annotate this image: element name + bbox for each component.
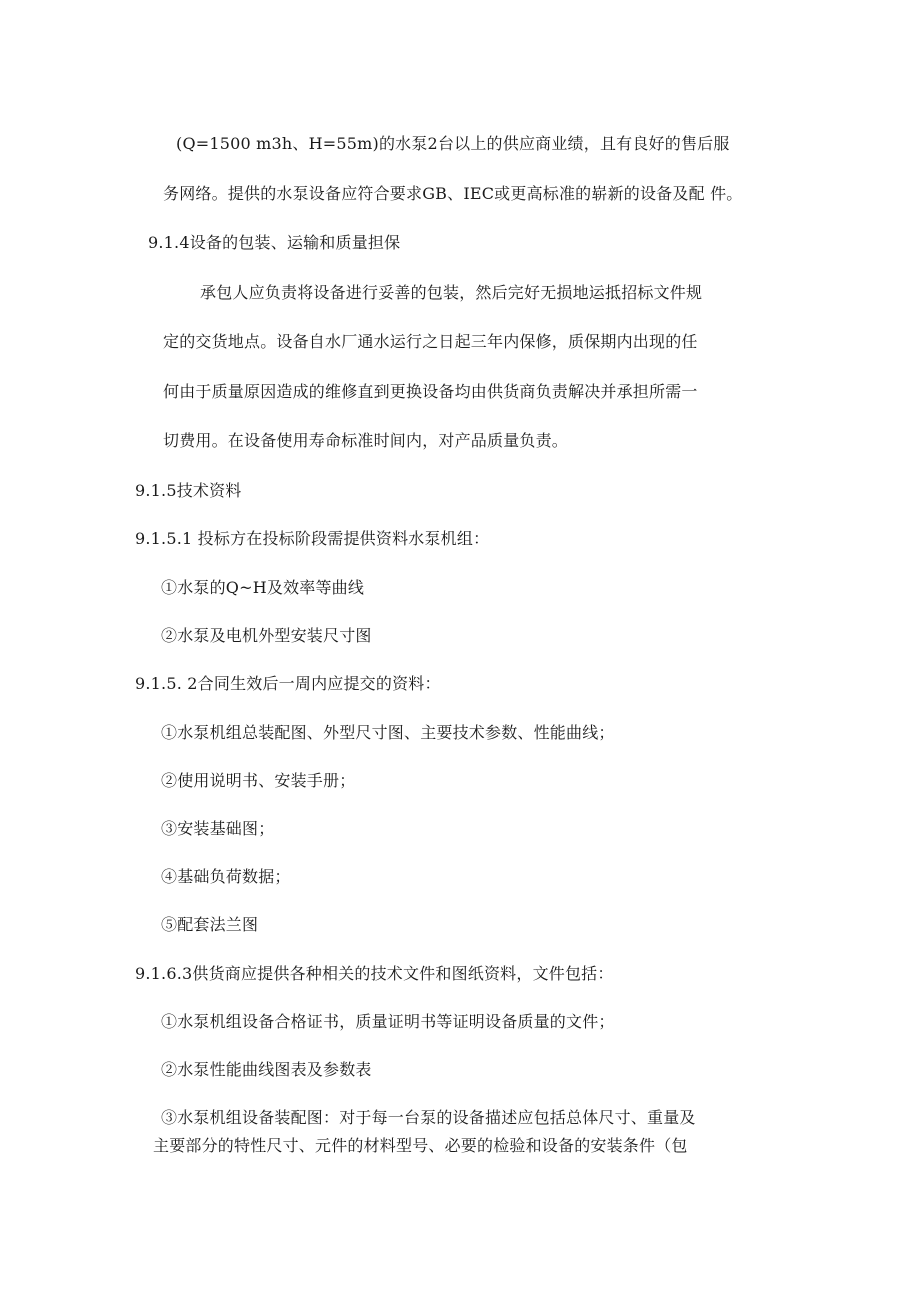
paragraph-line-standards: 务网络。提供的水泵设备应符合要求GB、IEC或更高标准的崭新的设备及配 件。 (163, 184, 743, 203)
list-item-dimension-drawing: ②水泵及电机外型安装尺寸图 (161, 626, 372, 645)
list-item-assembly-drawing: ①水泵机组总装配图、外型尺寸图、主要技术参数、性能曲线； (161, 723, 615, 742)
list-item-performance-chart: ②水泵性能曲线图表及参数表 (161, 1060, 372, 1079)
paragraph-line-qualification: (Q=1500 m3h、H=55m)的水泵2台以上的供应商业绩，且有良好的售后服 (176, 134, 730, 153)
list-item-foundation-drawing: ③安装基础图； (161, 819, 275, 838)
list-item-assembly-description-2: 主要部分的特性尺寸、元件的材料型号、必要的检验和设备的安装条件（包 (153, 1136, 688, 1155)
section-heading-9-1-5: 9.1.5技术资料 (135, 481, 242, 500)
list-item-manual: ②使用说明书、安装手册； (161, 771, 356, 790)
paragraph-line-packaging-1: 承包人应负责将设备进行妥善的包装，然后完好无损地运抵招标文件规 (200, 283, 703, 302)
section-heading-9-1-4: 9.1.4设备的包装、运输和质量担保 (148, 233, 401, 252)
section-heading-9-1-5-2: 9.1.5. 2合同生效后一周内应提交的资料： (135, 674, 441, 693)
list-item-qh-curve: ①水泵的Q~H及效率等曲线 (161, 578, 365, 597)
list-item-foundation-load: ④基础负荷数据； (161, 867, 291, 886)
paragraph-line-packaging-4: 切费用。在设备使用寿命标准时间内，对产品质量负责。 (163, 431, 569, 450)
paragraph-line-packaging-3: 何由于质量原因造成的维修直到更换设备均由供货商负责解决并承担所需一 (163, 382, 698, 401)
list-item-flange-drawing: ⑤配套法兰图 (161, 915, 259, 934)
paragraph-line-packaging-2: 定的交货地点。设备自水厂通水运行之日起三年内保修，质保期内出现的任 (163, 332, 698, 351)
list-item-assembly-description-1: ③水泵机组设备装配图：对于每一台泵的设备描述应包括总体尺寸、重量及 (161, 1108, 696, 1127)
section-heading-9-1-6-3: 9.1.6.3供货商应提供各种相关的技术文件和图纸资料，文件包括： (135, 964, 614, 983)
list-item-certificate: ①水泵机组设备合格证书，质量证明书等证明设备质量的文件； (161, 1012, 615, 1031)
section-heading-9-1-5-1: 9.1.5.1 投标方在投标阶段需提供资料水泵机组： (135, 529, 490, 548)
